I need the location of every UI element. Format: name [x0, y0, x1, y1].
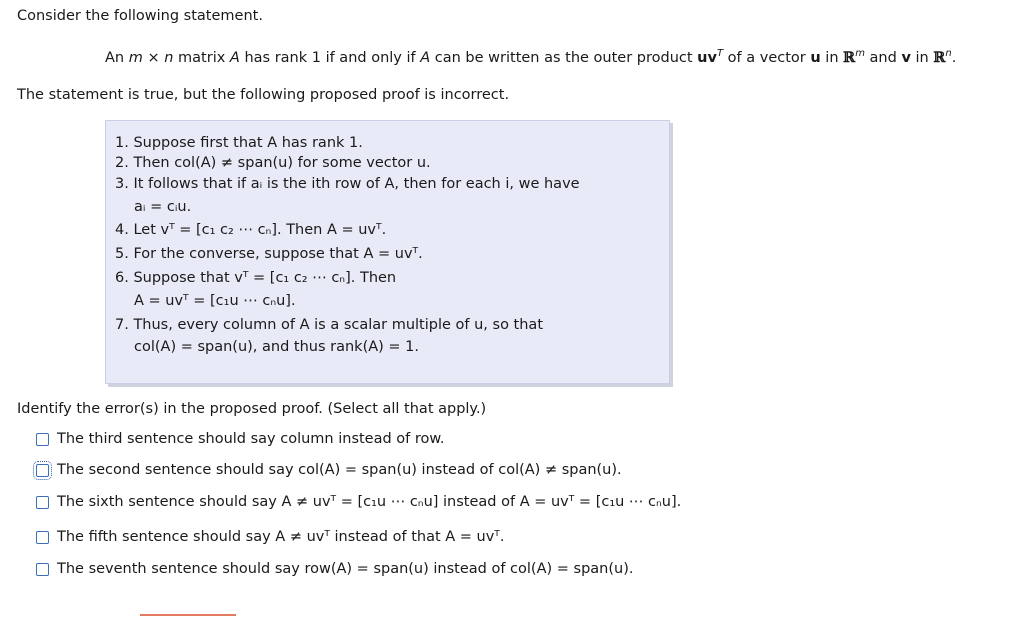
option-label: The seventh sentence should say row(A) = span(u) instead of col(A) = span(u). — [57, 561, 634, 577]
proof-box — [105, 120, 670, 384]
checkbox[interactable] — [36, 464, 49, 477]
proof-line-4: 4. Let vᵀ = [c₁ c₂ ⋯ cₙ]. Then A = uvᵀ. — [115, 222, 387, 238]
proof-line-3: 3. It follows that if aᵢ is the ith row of A, then for each i, we have — [115, 176, 580, 192]
claim-text: The statement is true, but the following proposed proof is incorrect. — [17, 87, 510, 103]
proof-line-7b: col(A) = span(u), and thus rank(A) = 1. — [134, 339, 420, 355]
option-2[interactable] — [36, 462, 622, 478]
option-label: The fifth sentence should say A ≠ uvᵀ instead of that A = uvᵀ. — [57, 529, 505, 545]
intro-text: Consider the following statement. — [17, 8, 263, 24]
option-5[interactable] — [36, 561, 633, 577]
proof-line-5: 5. For the converse, suppose that A = uvᵀ. — [115, 246, 423, 262]
option-3[interactable] — [36, 494, 681, 510]
checkbox[interactable] — [36, 563, 49, 576]
proof-line-7: 7. Thus, every column of A is a scalar multiple of u, so that — [115, 317, 544, 333]
proof-line-6: 6. Suppose that vᵀ = [c₁ c₂ ⋯ cₙ]. Then — [115, 270, 397, 286]
proof-line-1: 1. Suppose first that A has rank 1. — [115, 135, 363, 151]
statement-text: An m × n matrix A has rank 1 if and only if A can be written as the outer product $uv^T$ of a vector u in ℝ$^m$ and v in ℝ$^n$. — [105, 48, 957, 66]
option-4[interactable] — [36, 529, 505, 545]
checkbox[interactable] — [36, 531, 49, 544]
divider — [140, 614, 236, 616]
option-label: The second sentence should say col(A) = span(u) instead of col(A) ≠ span(u). — [57, 462, 622, 478]
checkbox[interactable] — [36, 496, 49, 509]
option-label: The sixth sentence should say A ≠ uvᵀ = [c₁u ⋯ cₙu] instead of A = uvᵀ = [c₁u ⋯ cₙu]. — [57, 494, 682, 510]
proof-line-6b: A = uvᵀ = [c₁u ⋯ cₙu]. — [134, 293, 296, 309]
proof-line-3b: aᵢ = cᵢu. — [134, 199, 192, 215]
option-1[interactable] — [36, 431, 445, 447]
proof-line-2: 2. Then col(A) ≠ span(u) for some vector u. — [115, 155, 431, 171]
question-text: Identify the error(s) in the proposed proof. (Select all that apply.) — [17, 401, 487, 417]
option-label: The third sentence should say column instead of row. — [57, 431, 445, 447]
checkbox[interactable] — [36, 433, 49, 446]
